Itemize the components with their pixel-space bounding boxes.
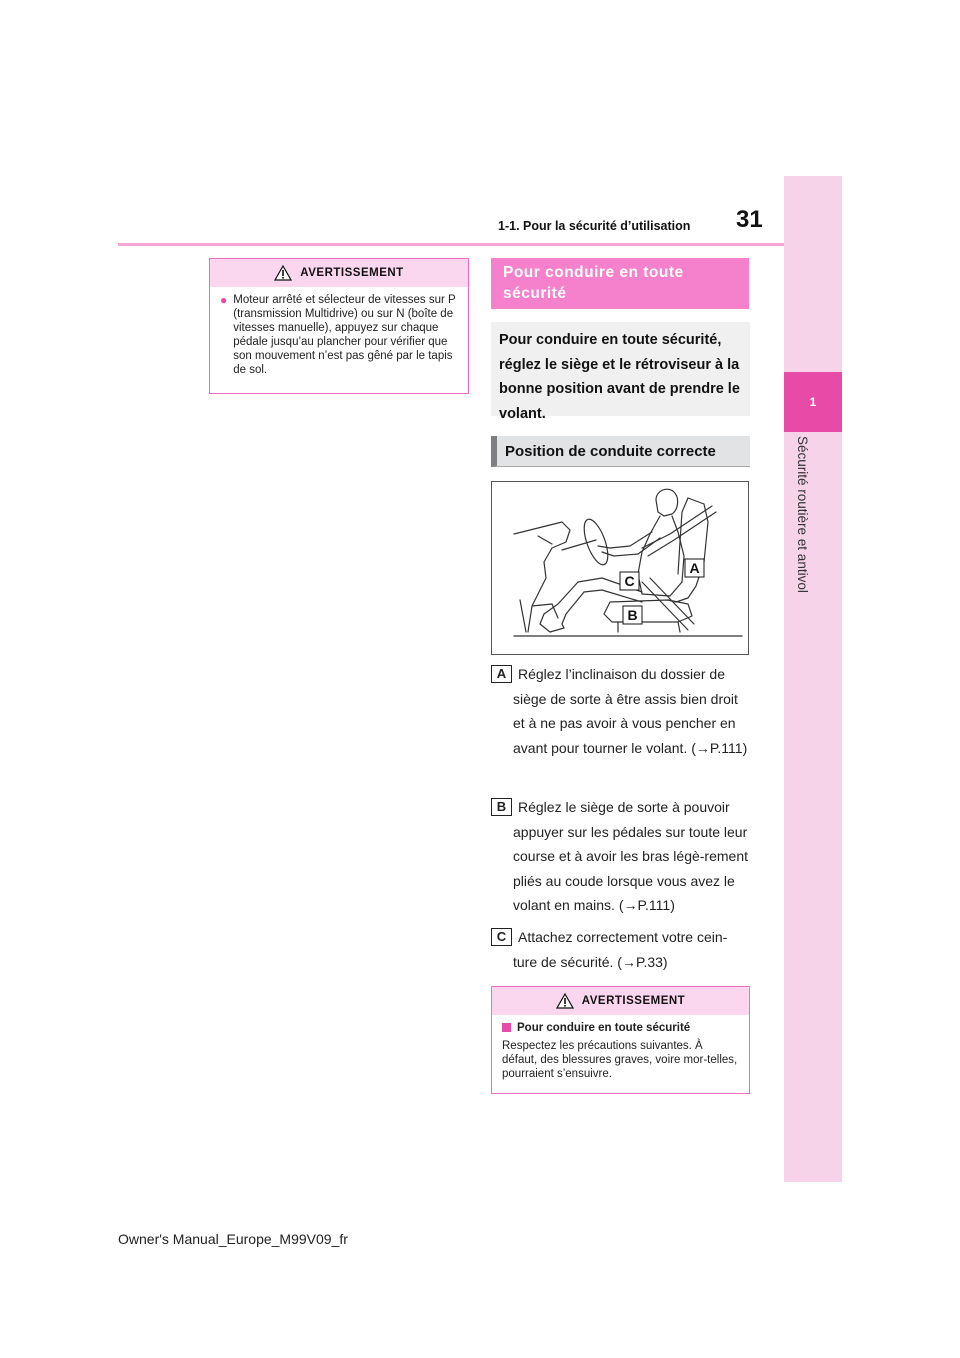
figure-label-c: C — [624, 573, 635, 589]
instruction-item-a — [491, 662, 751, 760]
intro-box: Pour conduire en toute sécurité, réglez le siège et le rétroviseur à la bonne position avant de prendre le volant. — [491, 322, 750, 416]
item-first-line: Réglez le siège de sorte à pouvoir — [518, 799, 730, 815]
item-tag: B — [491, 798, 512, 816]
section-title: 1-1. Pour la sécurité d’utilisation — [498, 219, 691, 233]
warning-subtitle: Pour conduire en toute sécurité — [517, 1022, 691, 1034]
item-text: ture de sécurité. (→P.33) — [513, 953, 668, 970]
warning-title: AVERTISSEMENT — [581, 995, 686, 1007]
figure-label-a: A — [689, 560, 700, 576]
instruction-item-b — [491, 795, 751, 918]
section-heading: Pour conduire en toute sécurité — [491, 258, 749, 309]
warning-text: Respectez les précautions suivantes. À défaut, des blessures graves, voire mor-telles, pourraient s’ensuivre. — [502, 1040, 738, 1080]
header-rule — [118, 243, 784, 246]
warning-triangle-icon — [556, 993, 574, 1009]
item-text: siège de sorte à être assis bien droit et à ne pas avoir à vous pencher en avant pour tourner le volant. (→P.111) — [513, 690, 748, 756]
chapter-label: Sécurité routière et antivol — [795, 436, 810, 593]
warning-text: Moteur arrêté et sélecteur de vitesses sur P (transmission Multidrive) ou sur N (boîte de vitesses manuelle), appuyez sur chaque pédale jusqu’au plancher pour vérifier que son mouvement n’est pas gêné par le tapis de sol. — [233, 294, 456, 376]
driver-seat-drawing — [492, 482, 748, 654]
item-first-line: Attachez correctement votre cein- — [518, 929, 728, 945]
subheading — [491, 436, 750, 467]
driving-position-illustration — [491, 481, 749, 655]
warning-title: AVERTISSEMENT — [300, 267, 404, 279]
instruction-item-c — [491, 925, 751, 974]
warning-box-right — [491, 986, 750, 1094]
chapter-number-tab[interactable] — [784, 372, 842, 432]
item-tag: C — [491, 928, 512, 946]
chapter-side-strip — [784, 176, 842, 1182]
warning-box-left — [209, 258, 469, 394]
subheading-text: Position de conduite correcte — [505, 442, 716, 460]
footer-document-id: Owner's Manual_Europe_M99V09_fr — [118, 1231, 348, 1247]
item-text: appuyer sur les pédales sur toute leur course et à avoir les bras légè-rement pliés au coude lorsque vous avez le volant en mains. (→P.111) — [513, 823, 748, 913]
circle-bullet-icon: ● — [220, 293, 228, 307]
page-number: 31 — [736, 206, 763, 233]
square-bullet-icon — [502, 1023, 511, 1032]
warning-header — [492, 987, 749, 1015]
chapter-number: 1 — [809, 395, 817, 409]
item-first-line: Réglez l’inclinaison du dossier de — [518, 666, 726, 682]
item-tag: A — [491, 665, 512, 683]
figure-label-b: B — [627, 607, 638, 623]
warning-header — [210, 259, 468, 287]
warning-triangle-icon — [274, 265, 292, 281]
